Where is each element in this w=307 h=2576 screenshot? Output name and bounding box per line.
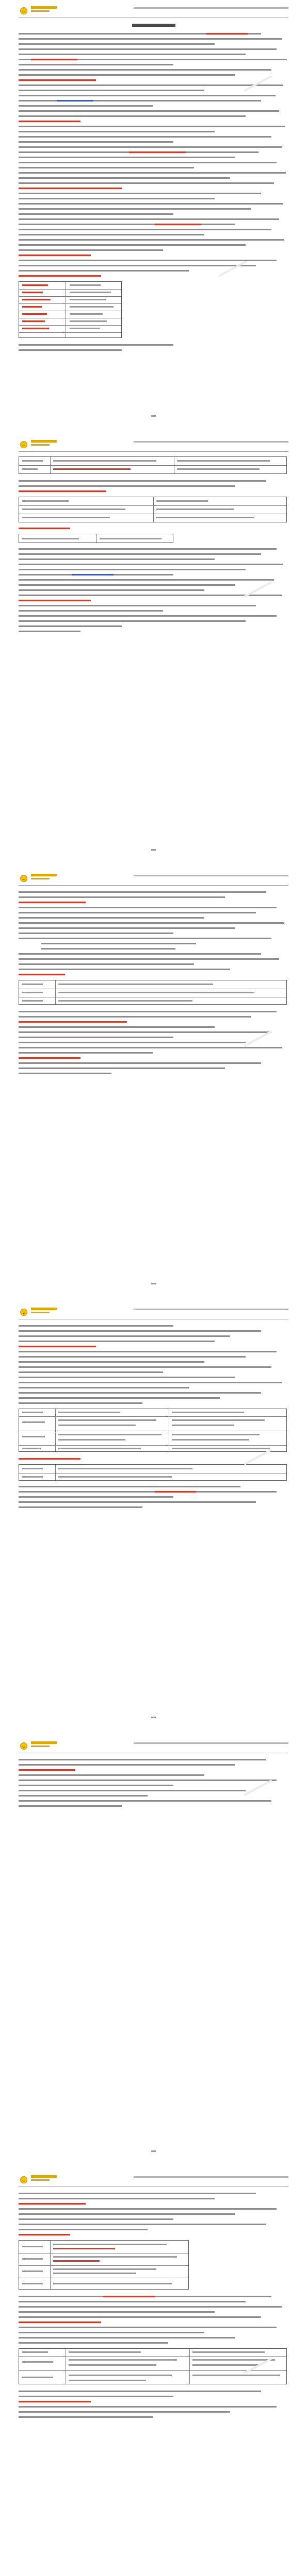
smiley-logo-icon xyxy=(19,1741,29,1751)
page-number xyxy=(151,1717,156,1718)
site-url xyxy=(31,878,50,879)
brand-name xyxy=(31,440,57,443)
site-url xyxy=(31,1312,50,1313)
smiley-logo-icon xyxy=(19,2175,29,2184)
brand-name xyxy=(31,874,57,876)
data-table xyxy=(19,281,122,338)
page-header xyxy=(19,5,288,18)
site-url xyxy=(31,2179,50,2181)
page-header xyxy=(19,1307,288,1319)
page-number xyxy=(151,415,156,417)
smiley-logo-icon xyxy=(19,1308,29,1317)
data-table xyxy=(19,534,173,543)
page-number xyxy=(151,1283,156,1284)
page-header xyxy=(19,439,288,452)
page-header xyxy=(19,873,288,886)
brand-name xyxy=(31,6,57,9)
page-5 xyxy=(0,1735,307,2169)
page-number xyxy=(151,2150,156,2152)
brand-name xyxy=(31,1308,57,1310)
page-1 xyxy=(0,0,307,434)
data-table xyxy=(19,2240,189,2290)
brand-name xyxy=(31,1741,57,1744)
site-url xyxy=(31,444,50,446)
page-4 xyxy=(0,1301,307,1735)
page-number xyxy=(151,849,156,851)
smiley-logo-icon xyxy=(19,440,29,449)
page-2 xyxy=(0,434,307,868)
data-table xyxy=(19,497,287,522)
header-contact-line xyxy=(134,2176,288,2178)
data-table xyxy=(19,1464,287,1481)
page-title xyxy=(132,24,175,27)
header-contact-line xyxy=(134,1309,288,1310)
header-contact-line xyxy=(134,7,288,9)
header-contact-line xyxy=(134,441,288,443)
data-table xyxy=(19,980,287,1005)
data-table xyxy=(19,2348,287,2384)
page-header xyxy=(19,1740,288,1753)
site-url xyxy=(31,10,50,12)
data-table xyxy=(19,456,287,474)
smiley-logo-icon xyxy=(19,874,29,883)
page-6 xyxy=(0,2169,307,2576)
data-table xyxy=(19,1409,287,1452)
page-header xyxy=(19,2174,288,2187)
header-contact-line xyxy=(134,1742,288,1744)
brand-name xyxy=(31,2175,57,2178)
smiley-logo-icon xyxy=(19,6,29,15)
site-url xyxy=(31,1745,50,1747)
page-3 xyxy=(0,868,307,1301)
header-contact-line xyxy=(134,875,288,876)
